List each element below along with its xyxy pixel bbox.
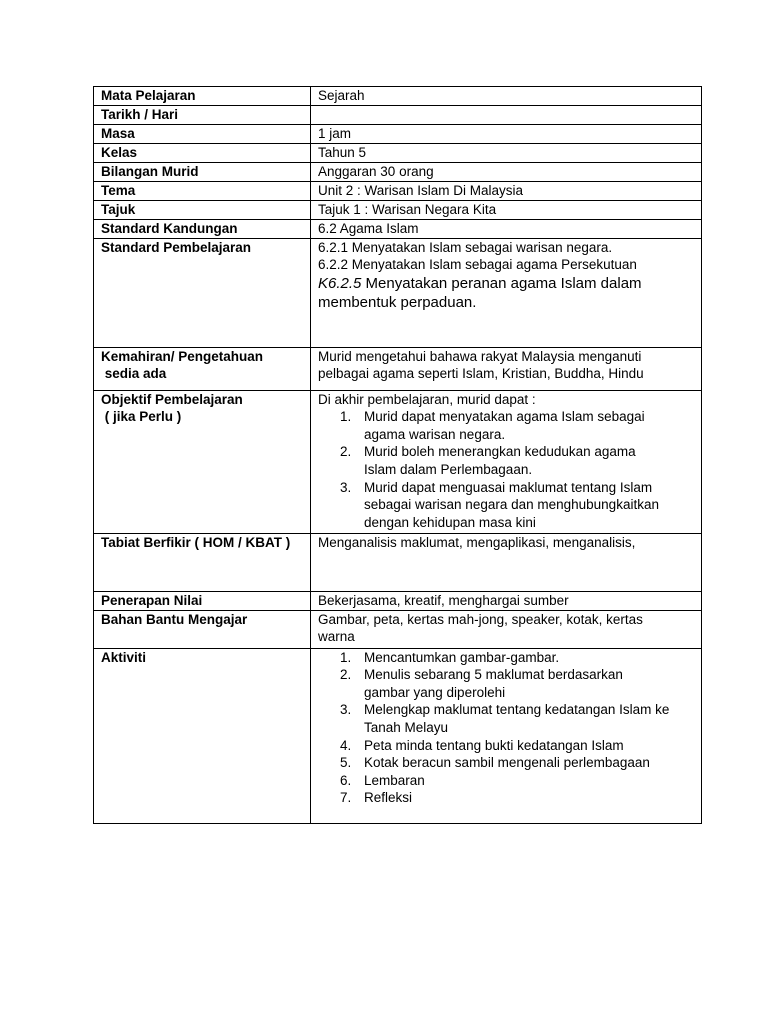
standard-k625-code: K6.2.5 (318, 274, 362, 292)
value-standard-kandungan: 6.2 Agama Islam (311, 220, 702, 239)
value-mata-pelajaran: Sejarah (311, 87, 702, 106)
label-objektif-line1: Objektif Pembelajaran (101, 391, 243, 407)
row-tabiat (94, 533, 702, 591)
row-penerapan-nilai (94, 591, 702, 610)
label-kemahiran-line2: sedia ada (101, 366, 167, 382)
aktiviti-item-number: 4. (340, 737, 352, 753)
aktiviti-item-line: Peta minda tentang bukti kedatangan Islam (364, 737, 624, 753)
label-standard-pembelajaran: Standard Pembelajaran (94, 238, 311, 347)
label-bahan-bantu: Bahan Bantu Mengajar (94, 610, 311, 648)
row-masa (94, 125, 702, 144)
label-bilangan-murid: Bilangan Murid (94, 163, 311, 182)
objektif-item-line: Murid dapat menguasai maklumat tentang Islam (364, 479, 653, 495)
aktiviti-item (318, 737, 701, 755)
value-standard-pembelajaran (311, 238, 702, 347)
label-tabiat: Tabiat Berfikir ( HOM / KBAT ) (94, 533, 311, 591)
kemahiran-line1: Murid mengetahui bahawa rakyat Malaysia menganuti (318, 348, 642, 364)
aktiviti-item (318, 701, 701, 736)
aktiviti-item-number: 5. (340, 755, 352, 771)
value-objektif (311, 390, 702, 533)
label-penerapan-nilai: Penerapan Nilai (94, 591, 311, 610)
label-kelas: Kelas (94, 144, 311, 163)
row-objektif (94, 390, 702, 533)
aktiviti-item (318, 666, 701, 701)
row-tajuk (94, 201, 702, 220)
objektif-item-line: dengan kehidupan masa kini (364, 514, 536, 530)
bahan-bantu-line1: Gambar, peta, kertas mah-jong, speaker, kotak, kertas (318, 611, 643, 627)
row-bilangan-murid (94, 163, 702, 182)
value-masa: 1 jam (311, 125, 702, 144)
standard-k625-text: Menyatakan peranan agama Islam dalam (361, 274, 642, 292)
label-mata-pelajaran: Mata Pelajaran (94, 87, 311, 106)
label-aktiviti: Aktiviti (94, 648, 311, 823)
aktiviti-item (318, 754, 701, 772)
label-objektif (94, 390, 311, 533)
row-kemahiran (94, 347, 702, 390)
objektif-item-line: sebagai warisan negara dan menghubungkaitkan (364, 497, 659, 513)
row-bahan-bantu (94, 610, 702, 648)
objektif-item-number: 2. (340, 444, 352, 460)
row-standard-pembelajaran (94, 238, 702, 347)
objektif-item (318, 443, 701, 478)
aktiviti-item-line: Menulis sebarang 5 maklumat berdasarkan (364, 667, 623, 683)
row-aktiviti (94, 648, 702, 823)
kemahiran-line2: pelbagai agama seperti Islam, Kristian, Buddha, Hindu (318, 366, 644, 382)
aktiviti-item (318, 789, 701, 807)
value-tabiat: Menganalisis maklumat, mengaplikasi, menganalisis, (311, 533, 702, 591)
standard-k625 (318, 274, 701, 293)
row-mata-pelajaran (94, 87, 702, 106)
aktiviti-item (318, 772, 701, 790)
lesson-plan-table (93, 86, 702, 824)
value-bilangan-murid: Anggaran 30 orang (311, 163, 702, 182)
label-tarikh-hari: Tarikh / Hari (94, 106, 311, 125)
value-tarikh-hari (311, 106, 702, 125)
value-tema: Unit 2 : Warisan Islam Di Malaysia (311, 182, 702, 201)
row-tarikh-hari (94, 106, 702, 125)
value-bahan-bantu (311, 610, 702, 648)
value-aktiviti (311, 648, 702, 823)
objektif-item-line: Murid boleh menerangkan kedudukan agama (364, 444, 636, 460)
aktiviti-item-line: Kotak beracun sambil mengenali perlembagaan (364, 755, 650, 771)
row-kelas (94, 144, 702, 163)
aktiviti-item-line: Refleksi (364, 790, 413, 806)
label-kemahiran (94, 347, 311, 390)
aktiviti-item-number: 1. (340, 649, 352, 665)
standard-621: 6.2.1 Menyatakan Islam sebagai warisan negara. (318, 239, 613, 255)
objektif-intro: Di akhir pembelajaran, murid dapat : (318, 391, 536, 407)
objektif-item-number: 1. (340, 409, 352, 425)
objektif-list (318, 408, 701, 531)
aktiviti-item-number: 2. (340, 667, 352, 683)
aktiviti-item-line: Lembaran (364, 772, 425, 788)
aktiviti-list (318, 649, 701, 807)
label-kemahiran-line1: Kemahiran/ Pengetahuan (101, 348, 264, 364)
aktiviti-item-number: 3. (340, 702, 352, 718)
row-tema (94, 182, 702, 201)
objektif-item-line: Islam dalam Perlembagaan. (364, 461, 533, 477)
value-kemahiran (311, 347, 702, 390)
standard-k625-cont: membentuk perpaduan. (318, 293, 477, 311)
objektif-item-line: agama warisan negara. (364, 426, 506, 442)
aktiviti-item (318, 649, 701, 667)
objektif-item (318, 408, 701, 443)
bahan-bantu-line2: warna (318, 629, 355, 645)
objektif-item-number: 3. (340, 479, 352, 495)
objektif-item (318, 479, 701, 532)
aktiviti-item-line: Tanah Melayu (364, 719, 449, 735)
objektif-item-line: Murid dapat menyatakan agama Islam sebagai (364, 409, 645, 425)
value-penerapan-nilai: Bekerjasama, kreatif, menghargai sumber (311, 591, 702, 610)
label-tajuk: Tajuk (94, 201, 311, 220)
label-standard-kandungan: Standard Kandungan (94, 220, 311, 239)
label-tema: Tema (94, 182, 311, 201)
label-objektif-line2: ( jika Perlu ) (101, 409, 182, 425)
aktiviti-item-line: Mencantumkan gambar-gambar. (364, 649, 560, 665)
aktiviti-item-line: Melengkap maklumat tentang kedatangan Islam ke (364, 702, 670, 718)
row-standard-kandungan (94, 220, 702, 239)
value-kelas: Tahun 5 (311, 144, 702, 163)
aktiviti-item-line: gambar yang diperolehi (364, 684, 506, 700)
label-masa: Masa (94, 125, 311, 144)
value-tajuk: Tajuk 1 : Warisan Negara Kita (311, 201, 702, 220)
aktiviti-item-number: 6. (340, 772, 352, 788)
aktiviti-item-number: 7. (340, 790, 352, 806)
standard-622: 6.2.2 Menyatakan Islam sebagai agama Persekutuan (318, 257, 637, 273)
